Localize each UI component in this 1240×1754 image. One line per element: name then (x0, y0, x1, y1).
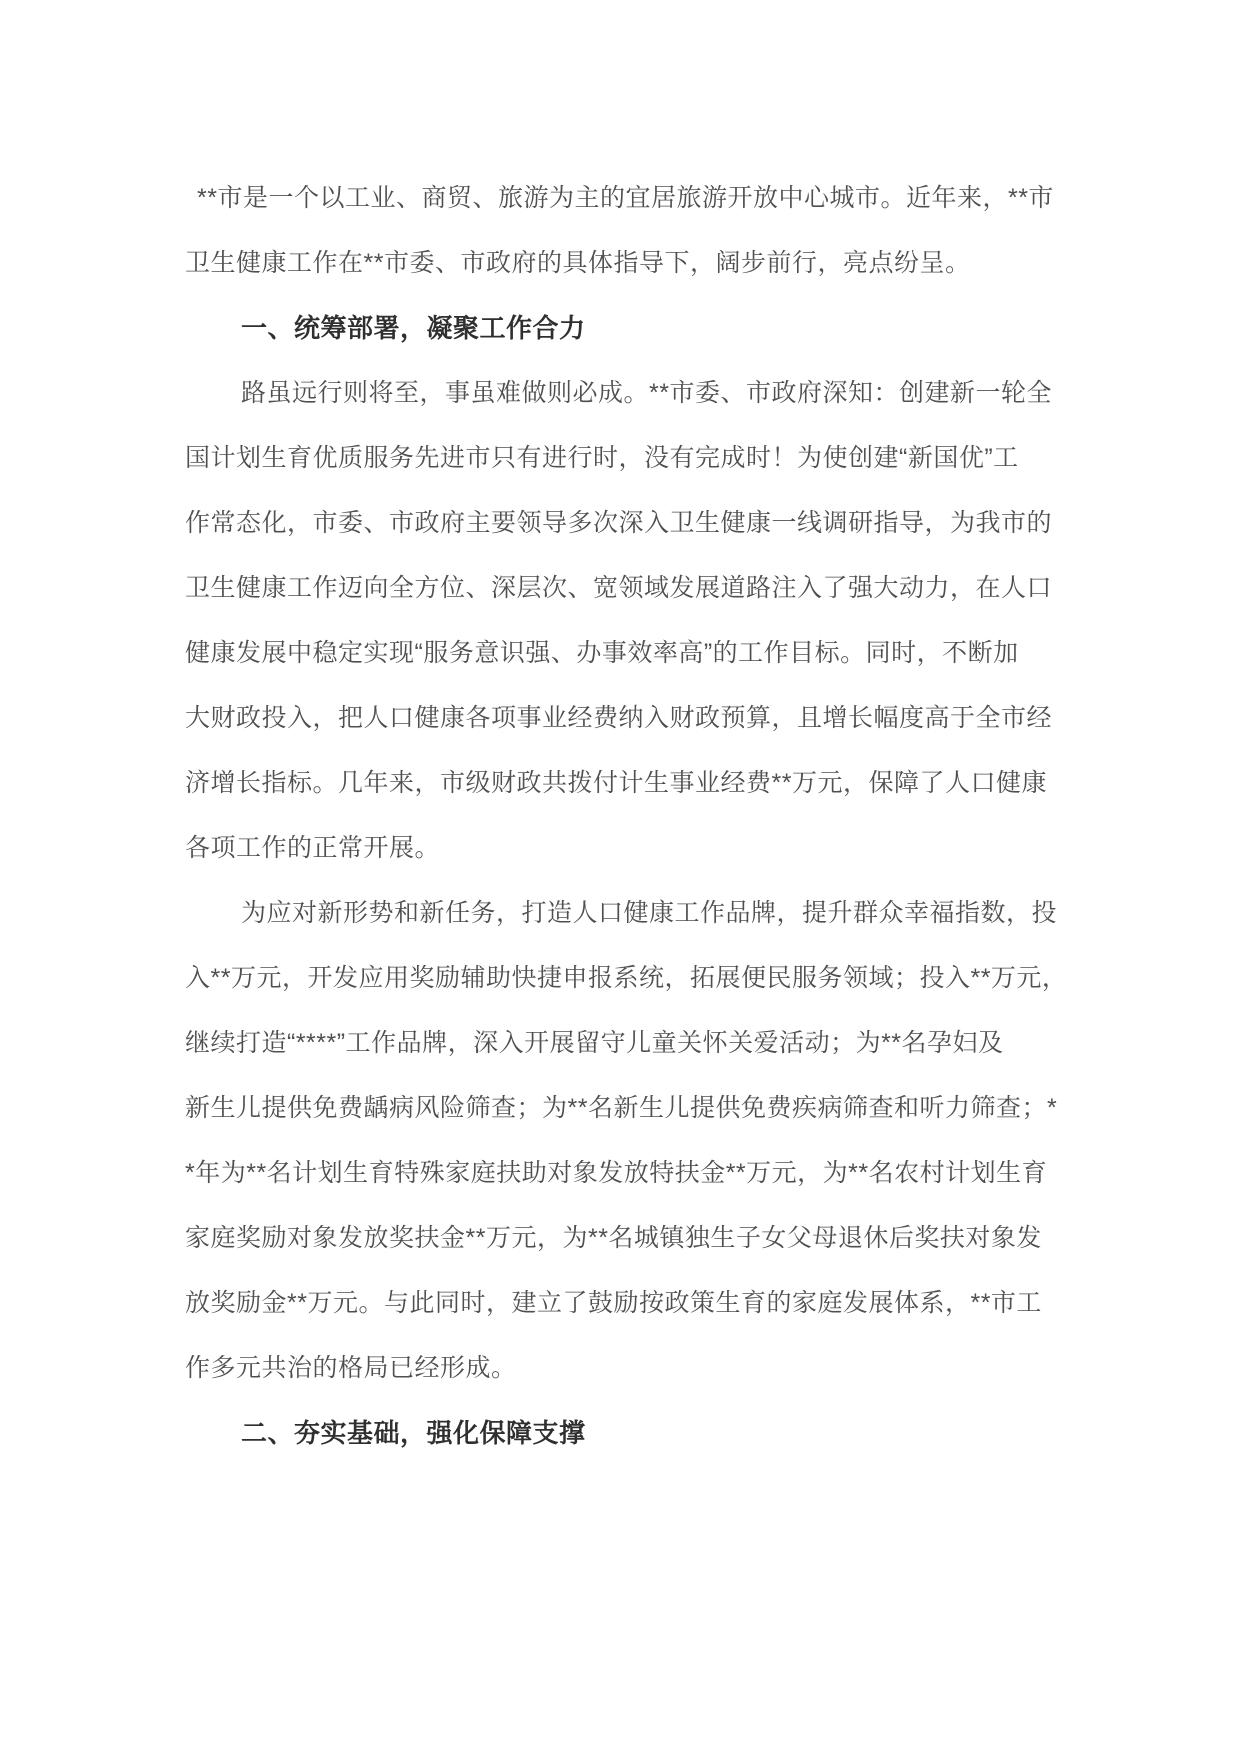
body-line: **市是一个以工业、商贸、旅游为主的宜居旅游开放中心城市。近年来，**市 (197, 184, 1054, 212)
body-line: 各项工作的正常开展。 (185, 834, 441, 862)
body-line: 国计划生育优质服务先进市只有进行时，没有完成时！为使创建“新国优”工 (185, 444, 1019, 472)
body-line: 新生儿提供免费龋病风险筛查；为**名新生儿提供免费疾病筛查和听力筛查；* (185, 1094, 1058, 1122)
body-line: 家庭奖励对象发放奖扶金**万元，为**名城镇独生子女父母退休后奖扶对象发 (185, 1224, 1042, 1252)
body-line: 作多元共治的格局已经形成。 (185, 1354, 517, 1382)
section-heading: 一、统筹部署，凝聚工作合力 (241, 313, 586, 343)
body-line: 健康发展中稳定实现“服务意识强、办事效率高”的工作目标。同时，不断加 (185, 639, 1019, 667)
body-line: 济增长指标。几年来，市级财政共拨付计生事业经费**万元，保障了人口健康 (185, 769, 1047, 797)
body-line: *年为**名计划生育特殊家庭扶助对象发放特扶金**万元，为**名农村计划生育 (185, 1159, 1048, 1187)
body-line: 卫生健康工作迈向全方位、深层次、宽领域发展道路注入了强大动力，在人口 (185, 574, 1053, 602)
body-line: 路虽远行则将至，事虽难做则必成。**市委、市政府深知：创建新一轮全 (241, 379, 1052, 407)
document-content (185, 166, 1068, 1466)
body-line: 放奖励金**万元。与此同时，建立了鼓励按政策生育的家庭发展体系，**市工 (185, 1289, 1042, 1317)
body-line: 入**万元，开发应用奖励辅助快捷申报系统，拓展便民服务领域；投入**万元， (185, 964, 1068, 992)
body-line: 卫生健康工作在**市委、市政府的具体指导下，阔步前行，亮点纷呈。 (185, 249, 971, 277)
section-heading: 二、夯实基础，强化保障支撑 (241, 1418, 586, 1448)
body-line: 大财政投入，把人口健康各项事业经费纳入财政预算，且增长幅度高于全市经 (185, 704, 1053, 732)
body-line: 为应对新形势和新任务，打造人口健康工作品牌，提升群众幸福指数，投 (241, 899, 1058, 927)
body-line: 继续打造“****”工作品牌，深入开展留守儿童关怀关爱活动；为**名孕妇及 (185, 1029, 1004, 1057)
body-line: 作常态化，市委、市政府主要领导多次深入卫生健康一线调研指导，为我市的 (185, 509, 1053, 537)
